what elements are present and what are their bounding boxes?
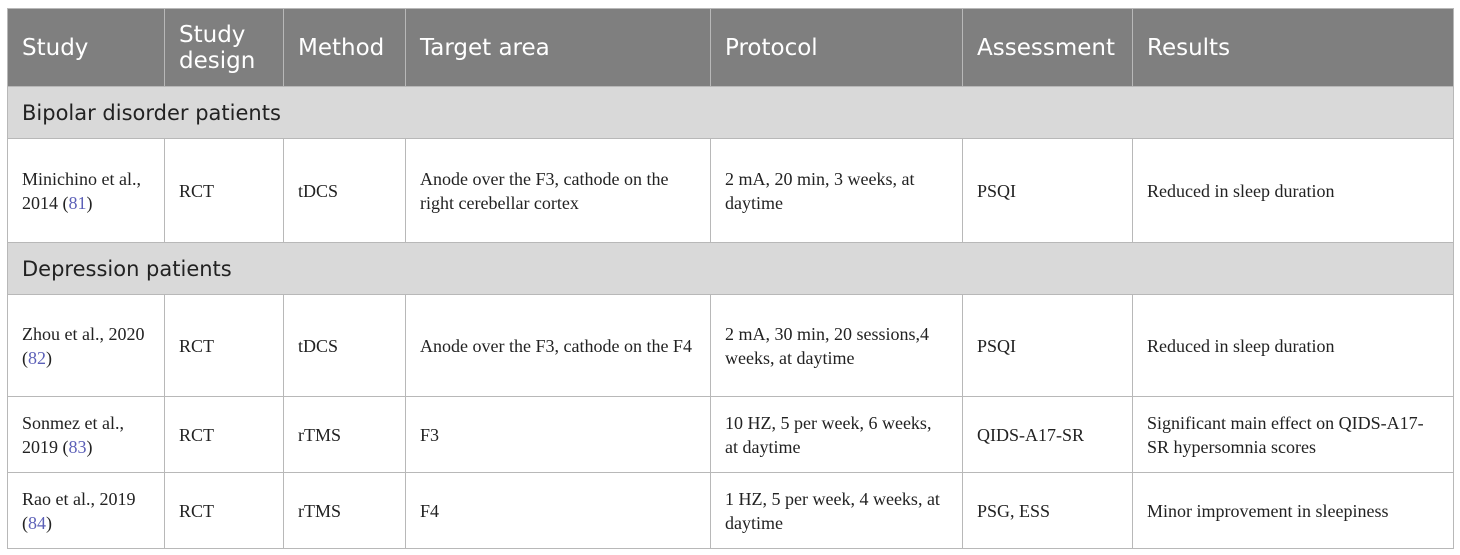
cell-target: F3 [406, 397, 711, 473]
cell-method: tDCS [284, 139, 406, 243]
cell-results: Significant main effect on QIDS-A17-SR hypersomnia scores [1133, 397, 1454, 473]
table-row [8, 139, 1454, 243]
table-row [8, 295, 1454, 397]
study-citation: Zhou et al., 2020 [22, 323, 145, 344]
cell-study: Rao et al., 2019 (84) [8, 473, 165, 549]
cell-target: F4 [406, 473, 711, 549]
cell-method: rTMS [284, 397, 406, 473]
group-row-bipolar [8, 87, 1454, 139]
table-row [8, 397, 1454, 473]
header-assessment: Assessment [963, 9, 1133, 87]
study-citation: Rao et al., 2019 [22, 488, 136, 509]
cell-target: Anode over the F3, cathode on the F4 [406, 295, 711, 397]
study-table-container [7, 8, 1453, 549]
reference-link[interactable]: 82 [28, 347, 46, 368]
cell-method: rTMS [284, 473, 406, 549]
cell-protocol: 2 mA, 30 min, 20 sessions,4 weeks, at daytime [711, 295, 963, 397]
table-row [8, 473, 1454, 549]
cell-method: tDCS [284, 295, 406, 397]
reference-link[interactable]: 81 [68, 192, 87, 213]
group-label: Depression patients [8, 243, 1454, 295]
cell-results: Minor improvement in sleepiness [1133, 473, 1454, 549]
cell-design: RCT [165, 295, 284, 397]
cell-design: RCT [165, 397, 284, 473]
header-protocol: Protocol [711, 9, 963, 87]
cell-results: Reduced in sleep duration [1133, 295, 1454, 397]
cell-results: Reduced in sleep duration [1133, 139, 1454, 243]
cell-design: RCT [165, 473, 284, 549]
reference-link[interactable]: 83 [68, 436, 87, 457]
cell-protocol: 2 mA, 20 min, 3 weeks, at daytime [711, 139, 963, 243]
group-row-depression [8, 243, 1454, 295]
study-citation: Minichino et al., 2014 [22, 168, 141, 213]
table-body [8, 87, 1454, 549]
cell-protocol: 10 HZ, 5 per week, 6 weeks, at daytime [711, 397, 963, 473]
header-method: Method [284, 9, 406, 87]
table-header [8, 9, 1454, 87]
cell-protocol: 1 HZ, 5 per week, 4 weeks, at daytime [711, 473, 963, 549]
study-citation: Sonmez et al., 2019 [22, 412, 124, 457]
header-results: Results [1133, 9, 1454, 87]
header-target-area: Target area [406, 9, 711, 87]
header-row [8, 9, 1454, 87]
header-study: Study [8, 9, 165, 87]
cell-assessment: PSQI [963, 295, 1133, 397]
cell-assessment: PSQI [963, 139, 1133, 243]
cell-assessment: PSG, ESS [963, 473, 1133, 549]
cell-design: RCT [165, 139, 284, 243]
reference-link[interactable]: 84 [28, 512, 46, 533]
cell-target: Anode over the F3, cathode on the right cerebellar cortex [406, 139, 711, 243]
cell-study: Zhou et al., 2020 (82) [8, 295, 165, 397]
study-table [7, 8, 1454, 549]
cell-study: Sonmez et al., 2019 (83) [8, 397, 165, 473]
header-study-design: Study design [165, 9, 284, 87]
cell-study: Minichino et al., 2014 (81) [8, 139, 165, 243]
group-label: Bipolar disorder patients [8, 87, 1454, 139]
cell-assessment: QIDS-A17-SR [963, 397, 1133, 473]
